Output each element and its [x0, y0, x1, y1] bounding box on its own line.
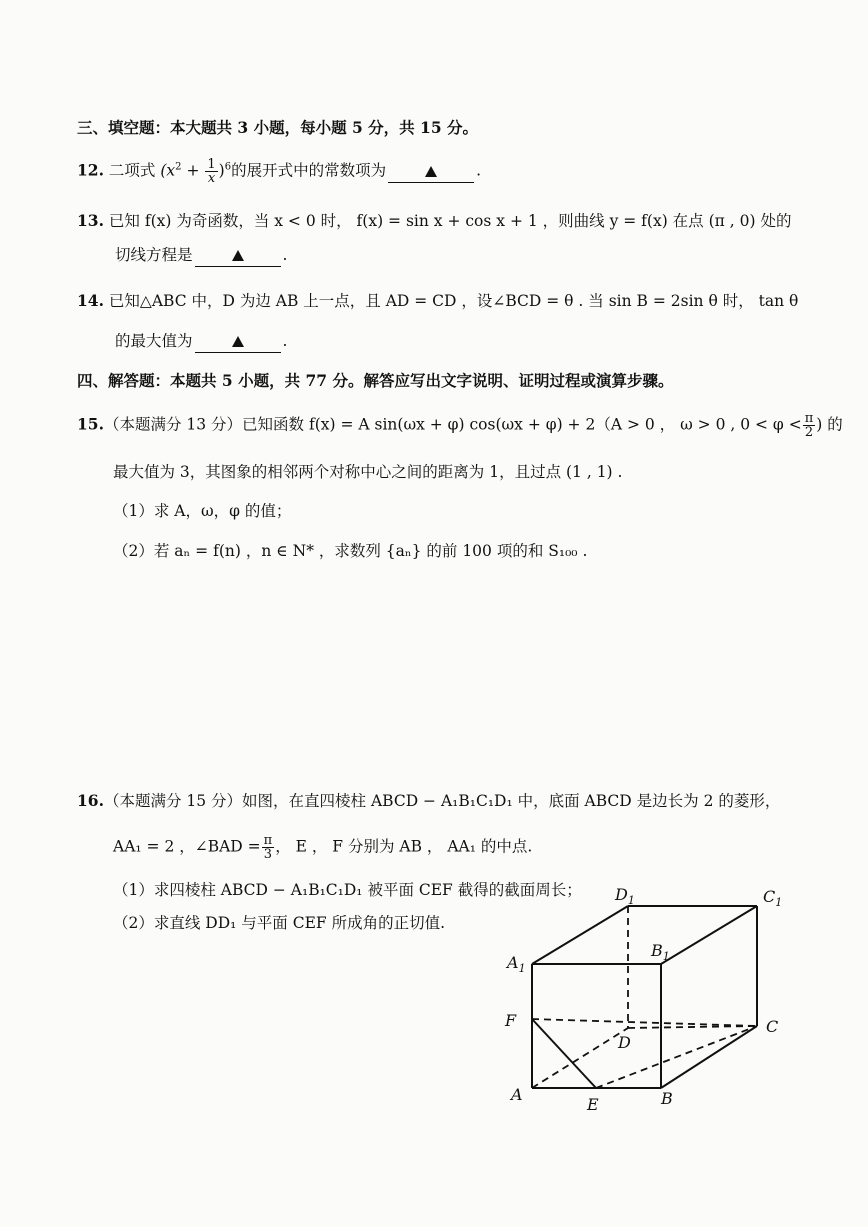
question-13-text: 已知 f(x) 为奇函数，当 x < 0 时， f(x) = sin x + cos x + 1 ，则曲线 y = f(x) 在点 (π , 0) 处的 [108, 212, 792, 230]
question-12-pre: 二项式 [108, 161, 156, 180]
question-12-number: 12. [77, 160, 104, 180]
question-16-part-2: （2）求直线 DD₁ 与平面 CEF 所成角的正切值. [113, 914, 445, 932]
edge-ad-hidden [532, 1028, 628, 1088]
label-f: F [505, 1011, 517, 1030]
label-d1: $D_1$ [615, 885, 635, 907]
answer-blank-13[interactable] [195, 244, 281, 267]
question-16-part-1: （1）求四棱柱 ABCD − A₁B₁C₁D₁ 被平面 CEF 截得的截面周长； [113, 881, 582, 899]
fraction-numerator: π [804, 411, 814, 426]
edge-a1d1 [532, 906, 628, 964]
label-c: C [766, 1017, 779, 1036]
question-13-line-1 [77, 210, 791, 232]
fraction-numerator: 1 [207, 157, 216, 172]
question-14-number: 14. [77, 291, 104, 310]
question-14-line-2 [115, 330, 287, 353]
triangle-icon [425, 166, 437, 177]
label-a1: $A_1$ [507, 953, 526, 975]
edge-b1c1 [661, 906, 757, 964]
question-12-exp-a: 2 [175, 161, 182, 173]
fraction-denominator: 3 [263, 847, 273, 862]
edge-dc-hidden [628, 1026, 757, 1028]
label-a: A [511, 1085, 523, 1104]
label-c1: $C_1$ [763, 887, 783, 909]
question-15-part-1: （1）求 A，ω，φ 的值； [113, 502, 292, 520]
question-15-text: （本题满分 13 分）已知函数 f(x) = A sin(ωx + φ) cos(ωx + φ) + 2（A > 0 ， ω > 0 , 0 < φ < [103, 415, 802, 434]
question-12-end: . [476, 161, 482, 180]
question-14-prompt: 的最大值为 [115, 332, 193, 350]
question-12-expr: (x [160, 161, 176, 180]
question-13-line-2 [115, 244, 287, 267]
question-16-fraction [262, 834, 275, 861]
question-12-exp-b: 6 [224, 161, 232, 173]
question-12-post: 的展开式中的常数项为 [231, 161, 387, 180]
answer-blank-12[interactable] [388, 160, 474, 183]
question-15-fraction [803, 412, 816, 439]
question-15-part-2: （2）若 aₙ = f(n) ，n ∈ N* ，求数列 {aₙ} 的前 100 项的和 S₁₀₀ . [113, 542, 588, 560]
label-e: E [587, 1095, 599, 1114]
triangle-icon [232, 336, 244, 347]
question-14-text: 已知△ABC 中，D 为边 AB 上一点，且 AD = CD ，设∠BCD = θ . 当 sin B = 2sin θ 时， tan θ [108, 292, 799, 310]
triangle-icon [232, 250, 244, 261]
section-3-heading: 三、填空题：本大题共 3 小题，每小题 5 分，共 15 分。 [77, 118, 479, 137]
question-12-close: ) [218, 161, 225, 180]
question-16-line-2 [113, 834, 532, 861]
question-14-end: . [282, 332, 288, 350]
question-15-line-2: 最大值为 3，其图象的相邻两个对称中心之间的距离为 1，且过点 (1 , 1) . [113, 463, 623, 481]
segment-fc-hidden [532, 1019, 757, 1026]
question-12-plus: + [181, 161, 205, 180]
fraction-denominator: x [207, 171, 216, 186]
question-12 [77, 158, 481, 185]
fraction-denominator: 2 [804, 425, 814, 440]
question-13-number: 13. [77, 211, 104, 230]
question-16-text: （本题满分 15 分）如图，在直四棱柱 ABCD − A₁B₁C₁D₁ 中，底面 ABCD 是边长为 2 的菱形， [103, 792, 781, 810]
question-14-line-1 [77, 290, 798, 312]
question-13-prompt: 切线方程是 [115, 246, 193, 264]
question-16-given: AA₁ = 2 ，∠BAD = [113, 837, 261, 856]
prism-figure [495, 878, 795, 1118]
section-4-heading: 四、解答题：本题共 5 小题，共 77 分。解答应写出文字说明、证明过程或演算步骤。 [77, 371, 674, 390]
question-15-number: 15. [77, 414, 104, 434]
label-b: B [661, 1089, 673, 1108]
question-16-line-1 [77, 790, 780, 812]
answer-blank-14[interactable] [195, 330, 281, 353]
fraction-numerator: π [263, 833, 273, 848]
question-12-fraction [205, 158, 217, 185]
question-15-text-end: ) 的 [816, 415, 843, 434]
question-16-number: 16. [77, 791, 104, 810]
label-d: D [618, 1033, 631, 1052]
question-16-given-end: ， E ， F 分别为 AB ， AA₁ 的中点. [275, 837, 533, 856]
question-13-end: . [282, 246, 288, 264]
label-b1: $B_1$ [651, 941, 670, 963]
question-15-line-1 [77, 412, 843, 439]
